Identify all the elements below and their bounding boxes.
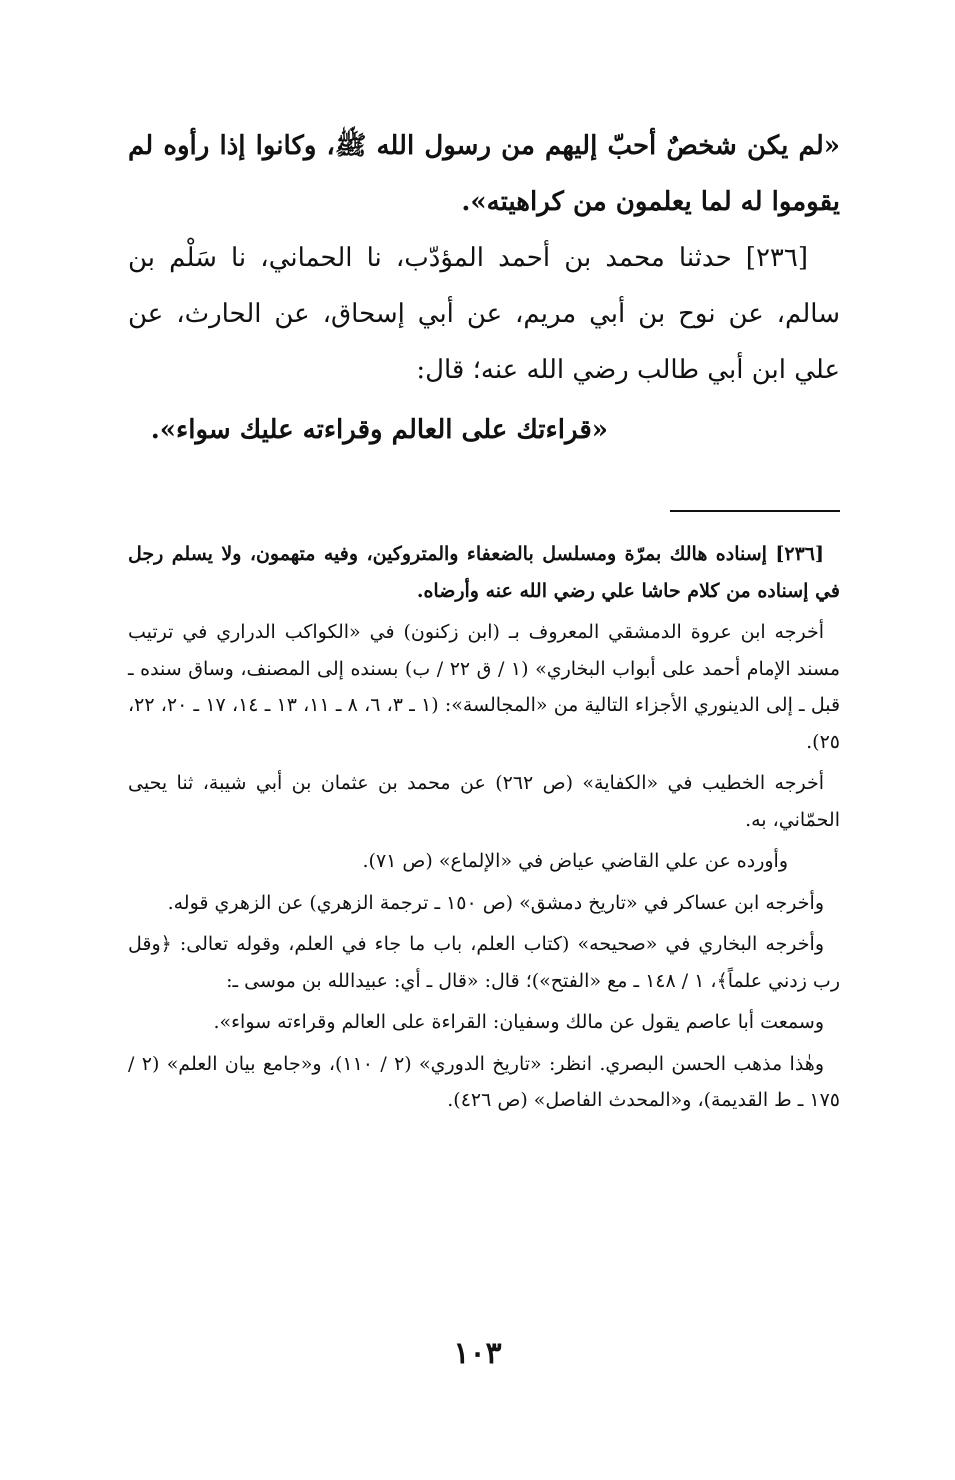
hadith-236-paragraph: [٢٣٦] حدثنا محمد بن أحمد المؤدّب، نا الحماني، نا سَلْم بن سالم، عن نوح بن أبي مريم، عن أبي إسحاق، عن الحارث، عن علي ابن أبي طالب رضي الله عنه؛ قال: [128, 243, 840, 385]
footnotes-section [128, 536, 840, 1119]
footnote-paragraph-7: وسمعت أبا عاصم يقول عن مالك وسفيان: القراءة على العالم وقراءته سواء». [213, 1011, 824, 1033]
footnote-paragraph-4: وأورده عن علي القاضي عياض في «الإلماع» (ص ٧١). [362, 850, 788, 872]
page-number: ١٠٣ [453, 1336, 502, 1371]
footnote-paragraph-1: [٢٣٦] إسناده هالك بمرّة ومسلسل بالضعفاء والمتروكين، وفيه متهمون، ولا يسلم رجل في إسناده من كلام حاشا علي رضي الله عنه وأرضاه. [128, 543, 840, 602]
main-text [128, 118, 840, 458]
footnote-divider [670, 510, 840, 512]
footnote-paragraph-6: وأخرجه البخاري في «صحيحه» (كتاب العلم، باب ما جاء في العلم، وقوله تعالى: ﴿وقل رب زدني علماً﴾، ١ / ١٤٨ ـ مع «الفتح»)؛ قال: «قال ـ أي: عبيدالله بن موسى ـ: [128, 933, 840, 992]
quote-paragraph-1: «لم يكن شخصٌ أحبّ إليهم من رسول الله ﷺ، وكانوا إذا رأوه لم يقوموا له لما يعلمون من كراهيته». [128, 131, 840, 217]
footnote-paragraph-2: أخرجه ابن عروة الدمشقي المعروف بـ (ابن زكنون) في «الكواكب الدراري في ترتيب مسند الإمام أحمد على أبواب البخاري» (١ / ق ٢٢ / ب) بسنده إلى المصنف، وساق سنده ـ قبل ـ إلى الدينوري الأجزاء التالية من «المجالسة»: (١ ـ ٣، ٦، ٨ ـ ١١، ١٣ ـ ١٤، ١٧ ـ ٢٠، ٢٢، ٢٥). [128, 621, 841, 753]
quote-paragraph-2: «قراءتك على العالم وقراءته عليك سواء». [150, 415, 608, 445]
page-content [128, 118, 840, 1418]
footnote-paragraph-8: وهٰذا مذهب الحسن البصري. انظر: «تاريخ الدوري» (٢ / ١١٠)، و«جامع بيان العلم» (٢ / ١٧٥ ـ ط القديمة)، و«المحدث الفاصل» (ص ٤٢٦). [128, 1052, 840, 1111]
footnote-paragraph-3: أخرجه الخطيب في «الكفاية» (ص ٢٦٢) عن محمد بن عثمان بن أبي شيبة، ثنا يحيى الحمّاني، به. [128, 772, 840, 831]
footnote-paragraph-5: وأخرجه ابن عساكر في «تاريخ دمشق» (ص ١٥٠ ـ ترجمة الزهري) عن الزهري قوله. [167, 891, 824, 914]
